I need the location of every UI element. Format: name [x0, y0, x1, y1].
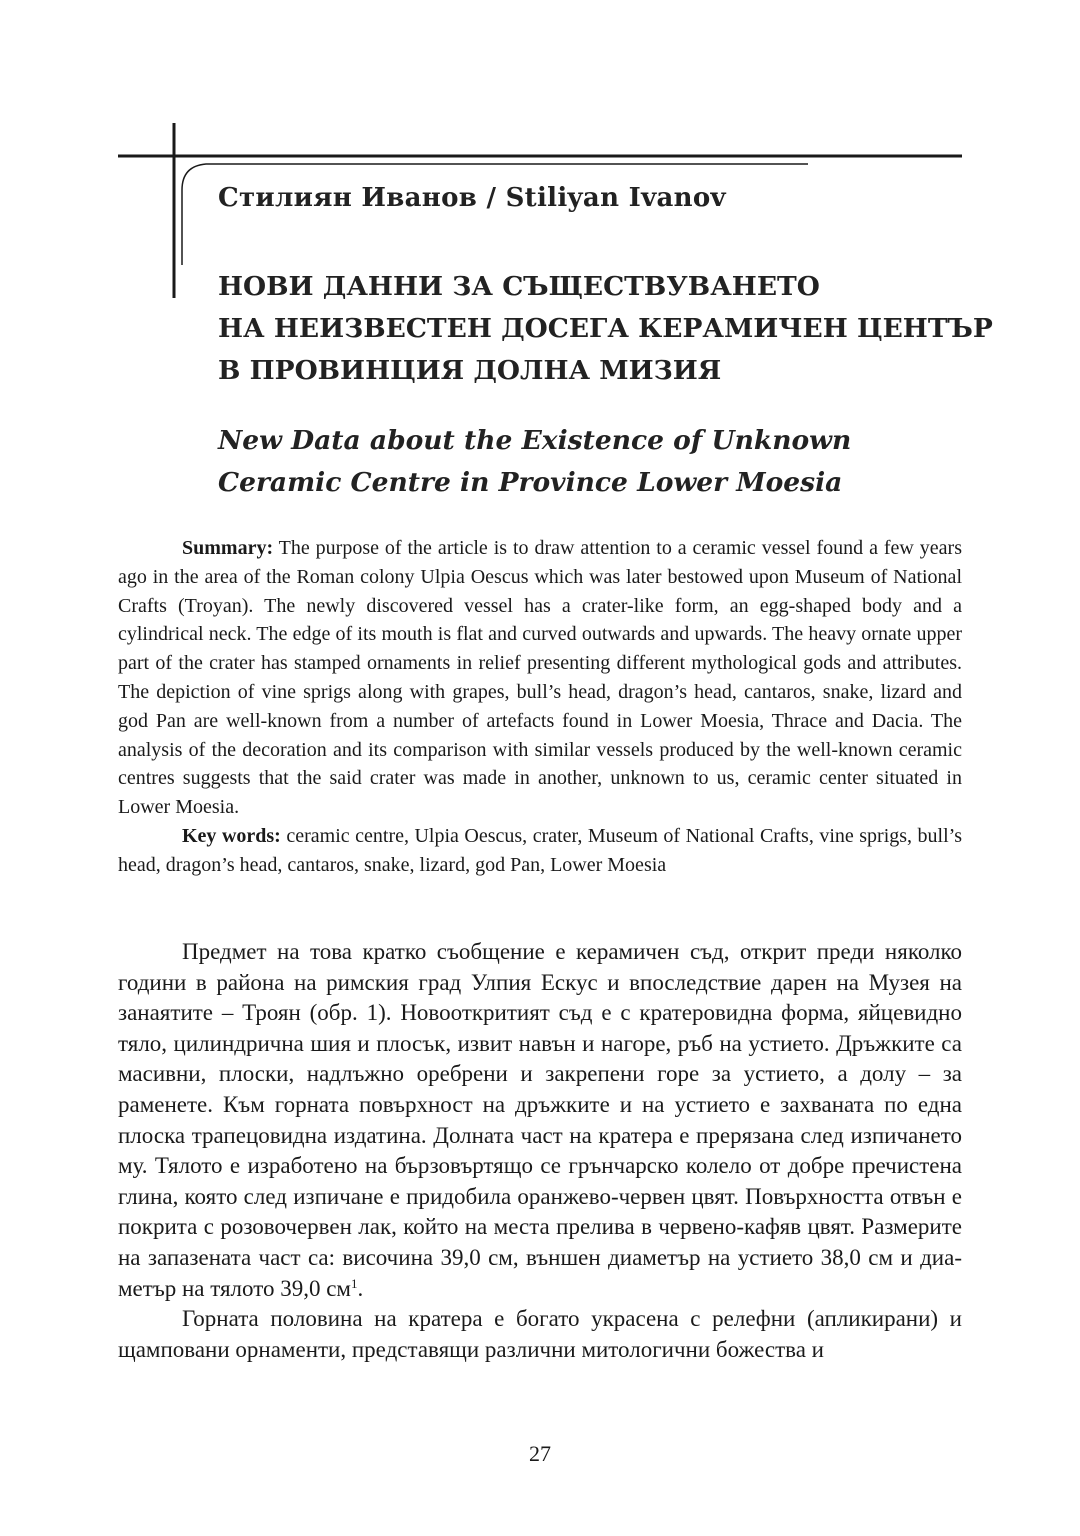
- page-number: 27: [529, 1441, 551, 1466]
- article-body: [118, 937, 962, 1365]
- summary-paragraph: [118, 534, 962, 822]
- title-en-line: Ceramic Centre in Province Lower Moesia: [218, 467, 843, 498]
- summary-label: Summary:: [182, 537, 274, 559]
- body-paragraph-1-text: Предмет на това кратко съобщение е керамичен съд, открит преди няколко години в района на римския град Улпия Ескус и впоследствие дарен на Музея на занаятите – Троян (обр. 1). Новооткритият съд е с кратеровидна форма, яйцевидно тяло, цилиндрична шия и плосък, извит навън и нагоре, ръб на устието. Дръжките са масивни, плоски, надлъжно оребрени и закрепени горе за устието, а долу – за раменете. Към горната повърхност на дръжките и на устието е захваната по една плоска трапецовидна издатина. Долната част на кратера е прерязана след изпичането му. Тялото е изработено на бързовъртящо се грънчарско колело от добре пречистена глина, която след изпичане е придобила оранжево-червен цвят. Повърхността отвън е покрита с розовочервен лак, който на места прелива в червено-кафяв цвят. Размерите на запазената част са: височина 39,0 см, външен диаметър на устието 38,0 см и диаметър на тялото 39,0 см: [118, 939, 962, 1301]
- title-bg-line: В ПРОВИНЦИЯ ДОЛНА МИЗИЯ: [218, 355, 722, 386]
- keywords-paragraph: [118, 822, 962, 880]
- article-title-bulgarian: [218, 266, 993, 392]
- summary-text: The purpose of the article is to draw attention to a ceramic vessel found a few years ago in the area of the Roman colony Ulpia Oescus which was later bestowed upon Museum of National Crafts (Troyan). The newly discovered vessel has a crater-like form, an egg-shaped body and a cylindrical neck. The edge of its mouth is flat and curved outwards and upwards. The heavy ornate upper part of the crater has stamped ornaments in relief presenting different mythological gods and attributes. The depiction of vine sprigs along with grapes, bull’s head, dragon’s head, cantaros, snake, lizard and god Pan are well-known from a number of artefacts found in Lower Moesia, Thrace and Dacia. The analysis of the decoration and its comparison with similar vessels produced by the well-known ceramic centres suggests that the said crater was made in another, unknown to us, ceramic center situated in Lower Moesia.: [118, 537, 962, 819]
- keywords-text: ceramic centre, Ulpia Oescus, crater, Museum of National Crafts, vine sprigs, bull’s head, dragon’s head, cantaros, snake, lizard, god Pan, Lower Moesia: [118, 824, 963, 876]
- body-paragraph-1-end: .: [357, 1275, 364, 1301]
- author-name: Стилиян Иванов / Stiliyan Ivanov: [218, 183, 726, 213]
- title-bg-line: НОВИ ДАННИ ЗА СЪЩЕСТВУВАНЕТО: [218, 271, 820, 302]
- abstract-section: [118, 534, 962, 880]
- footnote-reference[interactable]: 1: [351, 1275, 358, 1291]
- keywords-label: Key words:: [182, 824, 281, 847]
- body-paragraph-2: Горната половина на кратера е богато украсена с релефни (апликирани) и щамповани орнаменти, представящи различни митологични божества и: [118, 1306, 962, 1362]
- body-paragraph-1: [118, 937, 962, 1304]
- title-bg-line: НА НЕИЗВЕСТЕН ДОСЕГА КЕРАМИЧЕН ЦЕНТЪР: [218, 313, 993, 344]
- article-title-english: [218, 420, 851, 504]
- title-en-line: New Data about the Existence of Unknown: [218, 425, 852, 456]
